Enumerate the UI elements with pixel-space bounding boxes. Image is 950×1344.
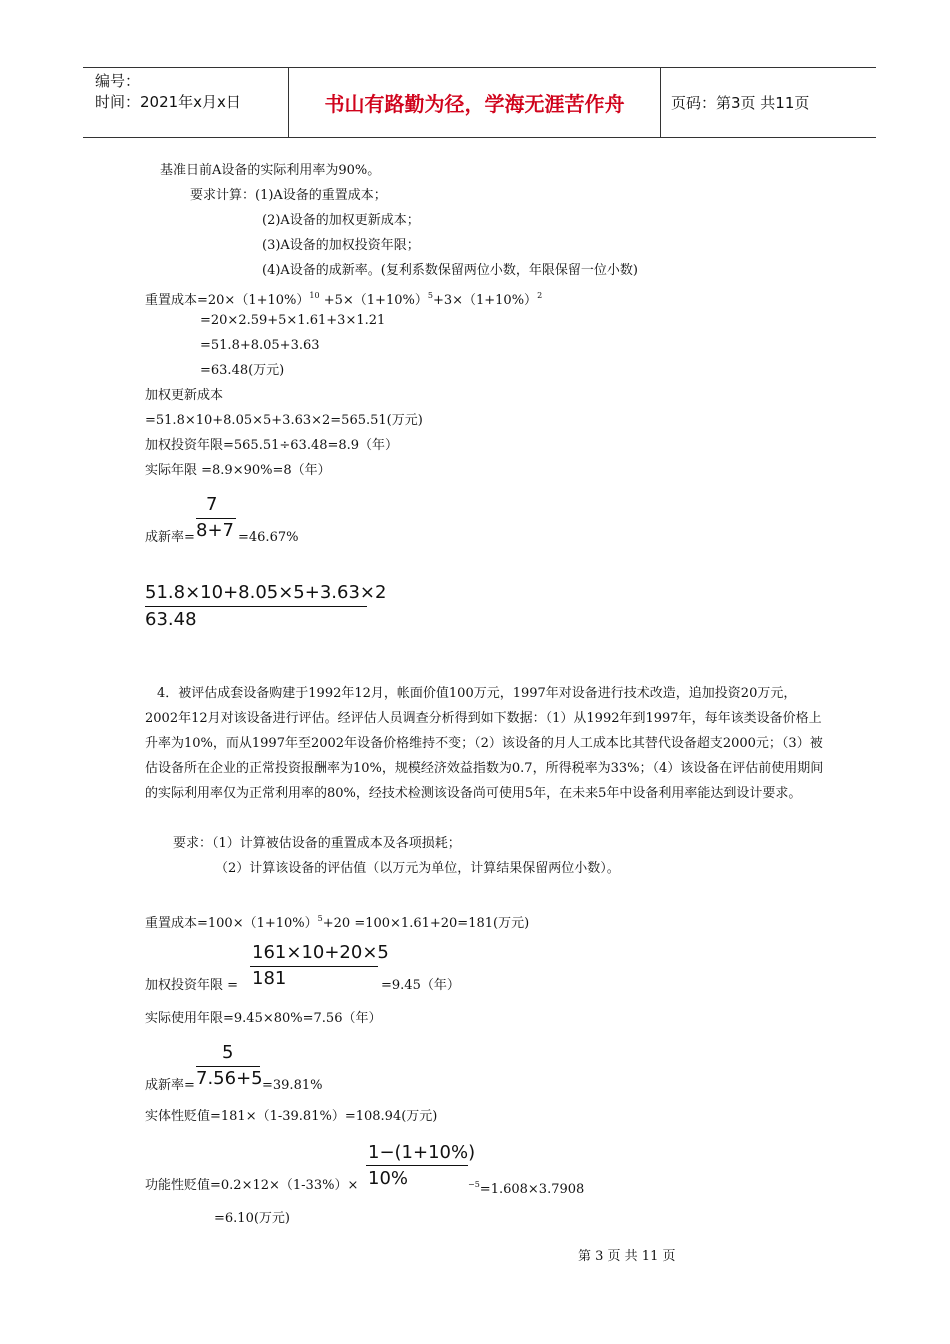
problem-paragraph: 4．被评估成套设备购建于1992年12月，帐面价值100万元，1997年对设备进行技术改造，追加投资20万元，2002年12月对该设备进行评估。经评估人员调查分析得到如下数据：（1）从1992年到1997年，每年该类设备价格上升率为10%，而从1997年至2002年设备价格维持不变；（2）该设备的月人工成本比其替代设备超支2000元；（3）被估设备所在企业的正常投资报酬率为10%，规模经济效益指数为0.7，所得税率为33%；（4）该设备在评估前使用期间的实际利用率仅为正常利用率的80%，经技术检测该设备尚可使用5年，在未来5年中设备利用率能达到设计要求。 xyxy=(145,686,824,801)
fraction-numerator: 51.8×10+8.05×5+3.63×2 xyxy=(145,582,387,603)
requirement: 要求：（1）计算被估设备的重置成本及各项损耗； xyxy=(173,836,461,851)
formula-part: +3×（1+10%） xyxy=(432,293,538,308)
formula-line xyxy=(145,287,542,310)
fraction-denominator: 181 xyxy=(252,968,287,989)
formula-line: 实际年限 =8.9×90%=8（年） xyxy=(145,463,331,478)
formula-line xyxy=(145,910,529,933)
motto: 书山有路勤为径，学海无涯苦作舟 xyxy=(324,92,625,116)
formula-line: =51.8+8.05+3.63 xyxy=(200,338,320,353)
fraction-bar xyxy=(145,606,367,607)
formula-label: 加权投资年限 = xyxy=(145,978,239,993)
formula-part: +20 =100×1.61+20=181(万元) xyxy=(322,916,530,931)
formula-line: 实体性贬值=181×（1-39.81%）=108.94(万元) xyxy=(145,1109,438,1124)
exponent: 10 xyxy=(309,291,320,300)
formula-result xyxy=(468,1176,584,1199)
time-label: 时间：2021年x月x日 xyxy=(95,93,241,111)
exponent: −5 xyxy=(468,1180,480,1189)
fraction-denominator: 7.56+5 xyxy=(196,1068,263,1089)
page-footer: 第 3 页 共 11 页 xyxy=(578,1249,676,1264)
page-label: 页码：第3页 共11页 xyxy=(671,94,810,112)
requirement: (2)A设备的加权更新成本； xyxy=(262,213,420,228)
formula-line: =63.48(万元) xyxy=(200,363,285,378)
fraction-denominator: 8+7 xyxy=(196,520,234,541)
formula-part: +5×（1+10%） xyxy=(323,293,428,308)
requirement: (4)A设备的成新率。(复利系数保留两位小数，年限保留一位小数) xyxy=(262,263,638,278)
formula-result: =9.45（年） xyxy=(381,978,460,993)
page-header xyxy=(83,67,876,138)
fraction-numerator: 5 xyxy=(222,1042,234,1063)
formula-label: 功能性贬值=0.2×12×（1-33%）× xyxy=(145,1178,359,1193)
formula-result: =39.81% xyxy=(262,1078,323,1093)
requirement: 要求计算：(1)A设备的重置成本； xyxy=(190,188,387,203)
formula-line: =6.10(万元) xyxy=(214,1211,290,1226)
text-line: 基准日前A设备的实际利用率为90%。 xyxy=(160,163,381,178)
fraction-bar xyxy=(366,1165,468,1166)
formula-part: 重置成本=100×（1+10%） xyxy=(145,916,318,931)
fraction-denominator: 10% xyxy=(368,1168,409,1189)
requirement: （2）计算该设备的评估值（以万元为单位，计算结果保留两位小数）。 xyxy=(215,861,620,876)
text-line: 加权更新成本 xyxy=(145,388,224,403)
formula-line: =20×2.59+5×1.61+3×1.21 xyxy=(200,313,386,328)
formula-line: =51.8×10+8.05×5+3.63×2=565.51(万元) xyxy=(145,413,423,428)
exponent: 5 xyxy=(427,291,433,300)
formula-result: =46.67% xyxy=(238,530,299,545)
formula-label: 成新率= xyxy=(145,1078,195,1093)
fraction-numerator: 1−(1+10%) xyxy=(368,1142,476,1163)
exponent: 5 xyxy=(317,914,323,923)
header-meta xyxy=(95,71,241,113)
formula-label: 成新率= xyxy=(145,530,195,545)
number-label: 编号： xyxy=(95,72,141,90)
fraction-bar xyxy=(196,1066,260,1067)
formula-line: 实际使用年限=9.45×80%=7.56（年） xyxy=(145,1011,382,1026)
formula-line: 加权投资年限=565.51÷63.48=8.9（年） xyxy=(145,438,399,453)
fraction-numerator: 7 xyxy=(206,494,218,515)
fraction-numerator: 161×10+20×5 xyxy=(252,942,389,963)
exponent: 2 xyxy=(537,291,543,300)
fraction-denominator: 63.48 xyxy=(145,609,197,630)
fraction-bar xyxy=(196,518,236,519)
formula-part: 重置成本=20×（1+10%） xyxy=(145,293,310,308)
formula-part: =1.608×3.7908 xyxy=(479,1182,585,1197)
fraction-bar xyxy=(250,966,378,967)
requirement: (3)A设备的加权投资年限； xyxy=(262,238,420,253)
